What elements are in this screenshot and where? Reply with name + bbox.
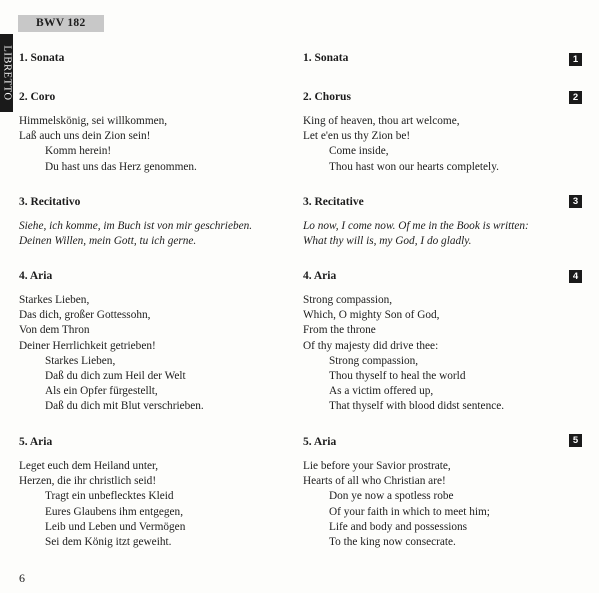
- libretto-line: Come inside,: [329, 145, 389, 158]
- movement-section: [19, 269, 289, 415]
- movement-title: 2. Chorus: [303, 91, 351, 103]
- libretto-line: Komm herein!: [45, 145, 112, 158]
- libretto-line: From the throne: [303, 324, 376, 337]
- libretto-line: Du hast uns das Herz genommen.: [45, 160, 197, 173]
- movement-section: [19, 195, 289, 249]
- libretto-line: As a victim offered up,: [329, 385, 434, 398]
- movement-title: 1. Sonata: [303, 52, 349, 64]
- libretto-line: Of your faith in which to meet him;: [329, 505, 490, 518]
- page-number: 6: [19, 571, 25, 585]
- movement-section: [19, 90, 289, 175]
- libretto-line: Deiner Herrlichkeit getrieben!: [19, 339, 156, 352]
- libretto-line: Daß du dich mit Blut verschrieben.: [45, 400, 204, 413]
- track-number-badge: 5: [569, 434, 582, 447]
- libretto-line: Starkes Lieben,: [45, 354, 116, 367]
- libretto-line: Deinen Willen, mein Gott, tu ich gerne.: [19, 235, 197, 248]
- libretto-line: Lo now, I come now. Of me in the Book is written:: [303, 220, 529, 232]
- bwv-label: BWV 182: [18, 15, 104, 32]
- track-number-badge: 4: [569, 270, 582, 283]
- libretto-line: Of thy majesty did drive thee:: [303, 339, 439, 352]
- libretto-line: Let e'en us thy Zion be!: [303, 130, 411, 143]
- libretto-line: That thyself with blood didst sentence.: [329, 400, 505, 413]
- libretto-line: To the king now consecrate.: [329, 536, 456, 549]
- libretto-spine-tab: [0, 34, 13, 112]
- libretto-line: Strong compassion,: [329, 354, 419, 367]
- libretto-line: Herzen, die ihr christlich seid!: [19, 475, 157, 488]
- movement-section: [303, 51, 558, 75]
- libretto-line: Als ein Opfer fürgestellt,: [45, 385, 158, 398]
- libretto-line: Von dem Thron: [19, 324, 90, 337]
- movement-title: 2. Coro: [19, 91, 56, 103]
- libretto-line: Das dich, großer Gottessohn,: [19, 309, 151, 322]
- movement-section: [19, 435, 289, 550]
- libretto-line: King of heaven, thou art welcome,: [303, 115, 460, 127]
- libretto-line: Laß auch uns dein Zion sein!: [19, 130, 151, 143]
- libretto-line: Life and body and possessions: [329, 520, 468, 533]
- libretto-line: Thou thyself to heal the world: [329, 370, 466, 383]
- track-number-badge: 3: [569, 195, 582, 208]
- movement-title: 3. Recitativo: [19, 196, 81, 208]
- libretto-line: Leget euch dem Heiland unter,: [19, 460, 159, 472]
- movement-title: 4. Aria: [19, 270, 53, 282]
- libretto-line: Daß du dich zum Heil der Welt: [45, 370, 186, 383]
- movement-section: [303, 195, 558, 249]
- movement-section: [19, 51, 289, 75]
- libretto-line: Hearts of all who Christian are!: [303, 475, 446, 488]
- movement-section: [303, 435, 558, 550]
- libretto-line: Sei dem König itzt geweiht.: [45, 536, 172, 549]
- movement-section: [303, 269, 558, 415]
- movement-title: 4. Aria: [303, 270, 337, 282]
- track-number-badge: 2: [569, 91, 582, 104]
- libretto-spine-label: LIBRETTO: [1, 45, 13, 101]
- movement-title: 5. Aria: [303, 436, 337, 448]
- libretto-line: Himmelskönig, sei willkommen,: [19, 115, 168, 127]
- track-number-badge: 1: [569, 53, 582, 66]
- movement-title: 3. Recitative: [303, 196, 364, 208]
- movement-title: 5. Aria: [19, 436, 53, 448]
- libretto-line: Leib und Leben und Vermögen: [45, 520, 186, 533]
- libretto-line: Eures Glaubens ihm entgegen,: [45, 505, 184, 518]
- libretto-line: Which, O mighty Son of God,: [303, 309, 440, 322]
- libretto-line: Tragt ein unbeflecktes Kleid: [45, 490, 174, 503]
- movement-title: 1. Sonata: [19, 52, 65, 64]
- libretto-line: Thou hast won our hearts completely.: [329, 160, 499, 173]
- libretto-line: Don ye now a spotless robe: [329, 490, 454, 503]
- libretto-line: Siehe, ich komme, im Buch ist von mir geschrieben.: [19, 220, 253, 232]
- movement-section: [303, 90, 558, 175]
- libretto-line: Lie before your Savior prostrate,: [303, 460, 451, 472]
- libretto-line: Starkes Lieben,: [19, 294, 90, 306]
- libretto-line: What thy will is, my God, I do gladly.: [303, 235, 472, 248]
- libretto-line: Strong compassion,: [303, 294, 393, 306]
